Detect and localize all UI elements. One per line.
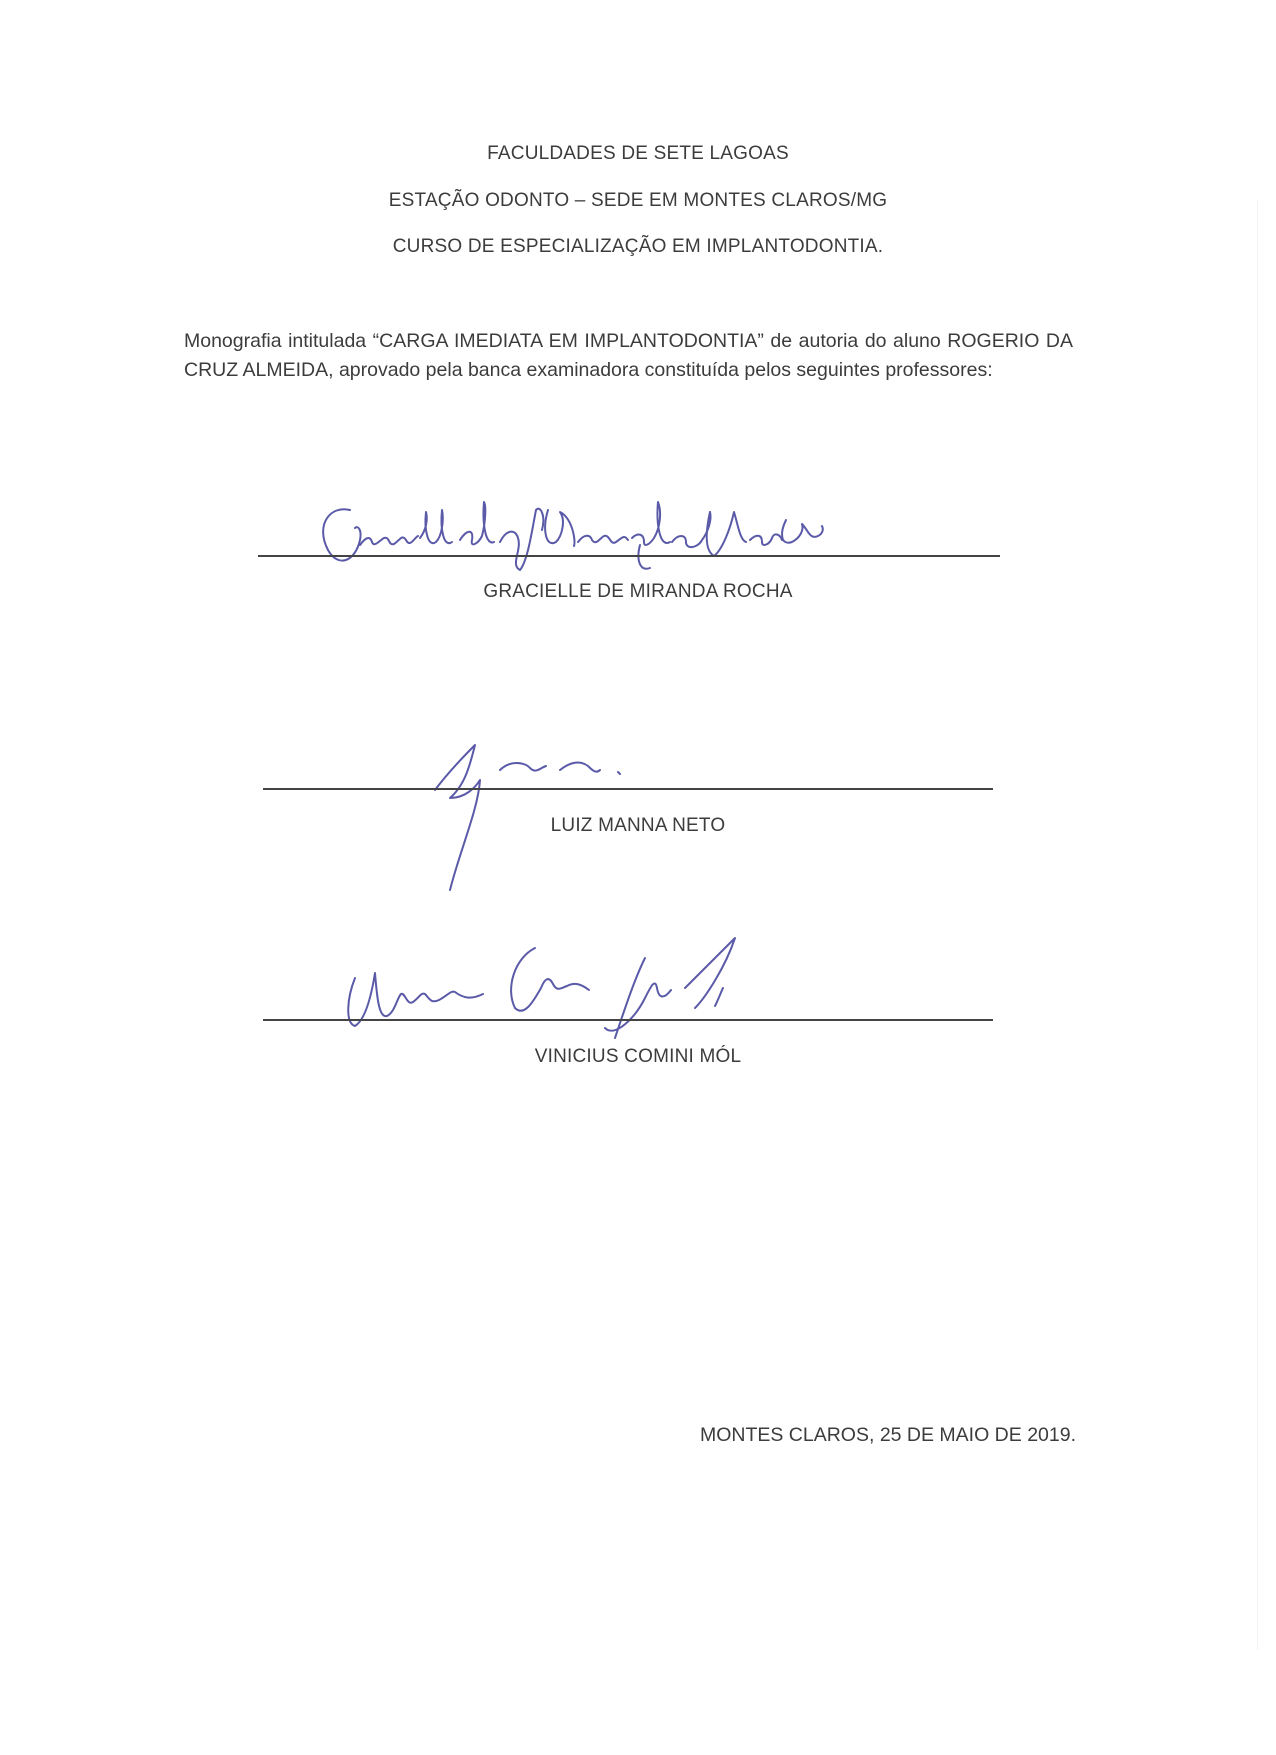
institution-name: FACULDADES DE SETE LAGOAS: [487, 143, 789, 164]
signature-vinicius-mol: [335, 928, 815, 1058]
scan-edge-shadow: [1257, 200, 1258, 1650]
campus-name: ESTAÇÃO ODONTO – SEDE EM MONTES CLAROS/MG: [388, 190, 888, 211]
signature-gracielle: [310, 490, 870, 585]
examiner-name: GRACIELLE DE MIRANDA ROCHA: [483, 581, 793, 602]
signature-line: [258, 555, 1000, 557]
signature-line: [263, 1019, 993, 1021]
approval-statement: Monografia intitulada “CARGA IMEDIATA EM IMPLANTODONTIA” de autoria do aluno ROGERIO DA CRUZ ALMEIDA, aprovado pela banca examinadora constituída pelos seguintes professores:: [184, 330, 1073, 381]
examiner-name: LUIZ MANNA NETO: [550, 815, 726, 836]
examiner-name: VINICIUS COMINI MÓL: [534, 1046, 742, 1067]
signature-line: [263, 788, 993, 790]
course-name: CURSO DE ESPECIALIZAÇÃO EM IMPLANTODONTIA.: [392, 236, 884, 257]
place-and-date: MONTES CLAROS, 25 DE MAIO DE 2019.: [699, 1424, 1076, 1446]
